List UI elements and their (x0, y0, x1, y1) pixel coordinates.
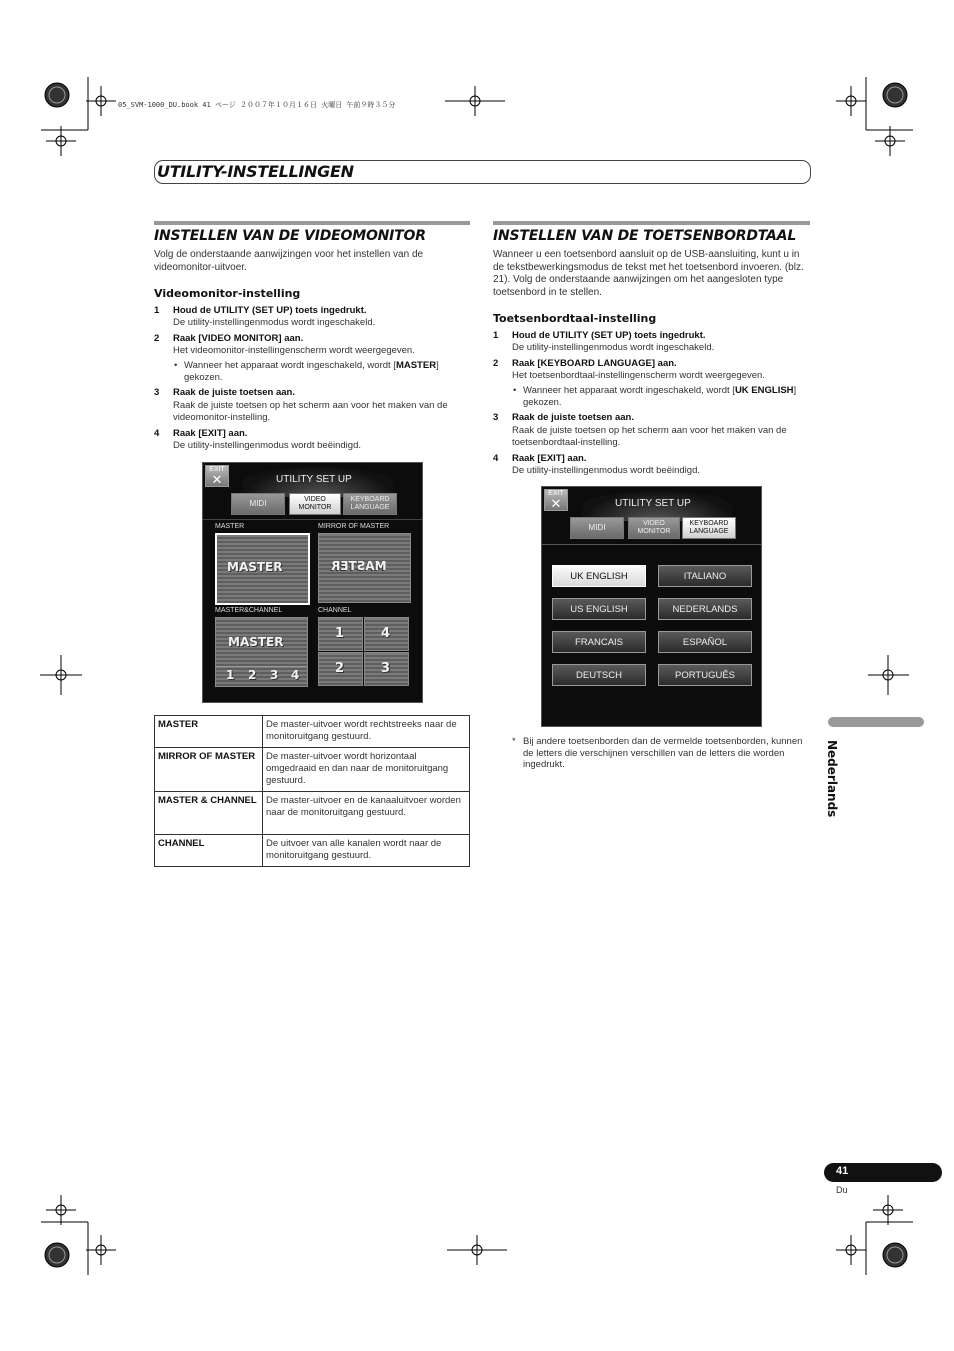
side-tab (828, 717, 924, 727)
lang-us-english[interactable]: US ENGLISH (552, 598, 646, 620)
lang-francais[interactable]: FRANCAIS (552, 631, 646, 653)
option-mirror-of-master[interactable]: MASTER (318, 533, 411, 603)
left-heading: INSTELLEN VAN DE VIDEOMONITOR (154, 228, 426, 244)
step-1: 1 Houd de UTILITY (SET UP) toets ingedrukt. De utility-instellingenmodus wordt ingeschakeld. (154, 305, 376, 329)
close-icon: ✕ (550, 496, 562, 511)
keyboard-language-screen (541, 486, 762, 727)
table-row: MASTER De master-uitvoer wordt rechtstreeks naar de monitoruitgang gestuurd. (155, 716, 470, 748)
lang-nederlands[interactable]: NEDERLANDS (658, 598, 752, 620)
page-title: UTILITY-INSTELLINGEN (157, 162, 354, 181)
tab-midi[interactable]: MIDI (570, 517, 624, 539)
section-title-bar (154, 160, 811, 184)
column-rule (154, 221, 470, 225)
step-3: 3 Raak de juiste toetsen aan. Raak de juiste toetsen op het scherm aan voor het maken van de videomonitor-instelling. (154, 387, 448, 424)
step-4: 4 Raak [EXIT] aan. De utility-instellingenmodus wordt beëindigd. (493, 452, 700, 477)
tab-video-monitor[interactable]: VIDEO MONITOR (628, 517, 680, 539)
right-subheading: Toetsenbordtaal-instelling (493, 312, 657, 325)
page-language: Du (836, 1185, 848, 1195)
lang-espanol[interactable]: ESPAÑOL (658, 631, 752, 653)
monitor-options-table (154, 715, 470, 867)
table-row: MASTER & CHANNEL De master-uitvoer en de kanaaluitvoer worden naar de monitoruitgang gestuurd. (155, 792, 470, 835)
bullet: • Wanneer het apparaat wordt ingeschakeld, wordt [UK ENGLISH] gekozen. (513, 384, 797, 409)
step-2: 2 Raak [KEYBOARD LANGUAGE] aan. Het toetsenbordtaal-instellingenscherm wordt weergegeven. • Wanneer het apparaat wordt ingeschakeld, wordt [UK ENGLISH] gekozen. (493, 358, 811, 410)
step-4: 4 Raak [EXIT] aan. De utility-instellingenmodus wordt beëindigd. (154, 427, 361, 452)
print-meta: 05_SVM-1000_DU.book 41 ページ ２００７年１０月１６日 火曜日 午前９時３５分 (118, 101, 396, 109)
label-mirror: MIRROR OF MASTER (318, 523, 390, 530)
left-steps (154, 305, 472, 452)
step-2: 2 Raak [VIDEO MONITOR] aan. Het videomonitor-instellingenscherm wordt weergegeven. • Wanneer het apparaat wordt ingeschakeld, wordt [MASTER] gekozen. (154, 333, 472, 385)
label-channel: CHANNEL (318, 607, 352, 614)
bullet: • Wanneer het apparaat wordt ingeschakeld, wordt [MASTER] gekozen. (174, 359, 439, 384)
lang-deutsch[interactable]: DEUTSCH (552, 664, 646, 686)
lang-portugues[interactable]: PORTUGUÊS (658, 664, 752, 686)
left-intro: Volg de onderstaande aanwijzingen voor het instellen van de videomonitor-uitvoer. (154, 249, 424, 273)
screen-title: UTILITY SET UP (615, 498, 691, 509)
table-row: CHANNEL De uitvoer van alle kanalen wordt naar de monitoruitgang gestuurd. (155, 835, 470, 867)
label-master-channel: MASTER&CHANNEL (215, 607, 283, 614)
exit-button[interactable]: EXIT ✕ (544, 489, 568, 511)
footnote: Bij andere toetsenborden dan de vermelde toetsenborden, kunnen de letters die verschijnen verschillen van de letters die worden ingedrukt. (523, 736, 803, 770)
lang-uk-english[interactable]: UK ENGLISH (552, 565, 646, 587)
tab-video-monitor[interactable]: VIDEO MONITOR (289, 493, 341, 515)
right-heading: INSTELLEN VAN DE TOETSENBORDTAAL (493, 228, 797, 244)
label-master: MASTER (215, 523, 245, 530)
option-channel[interactable]: 1 4 2 3 (318, 617, 411, 687)
footnote-mark: * (512, 736, 516, 747)
lang-italiano[interactable]: ITALIANO (658, 565, 752, 587)
option-master[interactable]: MASTER (215, 533, 310, 605)
table-row: MIRROR OF MASTER De master-uitvoer wordt horizontaal omgedraaid en dan naar de monitoruitgang gestuurd. (155, 748, 470, 792)
video-monitor-screen (202, 462, 423, 703)
column-rule (493, 221, 810, 225)
tab-midi[interactable]: MIDI (231, 493, 285, 515)
left-subheading: Videomonitor-instelling (154, 287, 301, 300)
language-side-label: Nederlands (825, 740, 839, 818)
screen-title: UTILITY SET UP (276, 474, 352, 485)
option-master-channel[interactable]: MASTER 1 2 3 4 (215, 617, 308, 687)
tab-keyboard-language[interactable]: KEYBOARD LANGUAGE (682, 517, 736, 539)
exit-button[interactable]: EXIT ✕ (205, 465, 229, 487)
step-1: 1 Houd de UTILITY (SET UP) toets ingedrukt. De utility-instellingenmodus wordt ingeschakeld. (493, 330, 715, 354)
page-number: 41 (836, 1165, 849, 1177)
right-steps (493, 330, 811, 477)
tab-keyboard-language[interactable]: KEYBOARD LANGUAGE (343, 493, 397, 515)
step-3: 3 Raak de juiste toetsen aan. Raak de juiste toetsen op het scherm aan voor het maken van de toetsenbordtaal-instelling. (493, 412, 787, 449)
right-intro: Wanneer u een toetsenbord aansluit op de USB-aansluiting, kunt u in de tekstbewerkingsmodus de tekst met het toetsenbord invoeren. (blz. 21). Volg de onderstaande aanwijzingen om het aangesloten type toetsenbord in te stellen. (493, 249, 804, 298)
close-icon: ✕ (211, 472, 223, 487)
